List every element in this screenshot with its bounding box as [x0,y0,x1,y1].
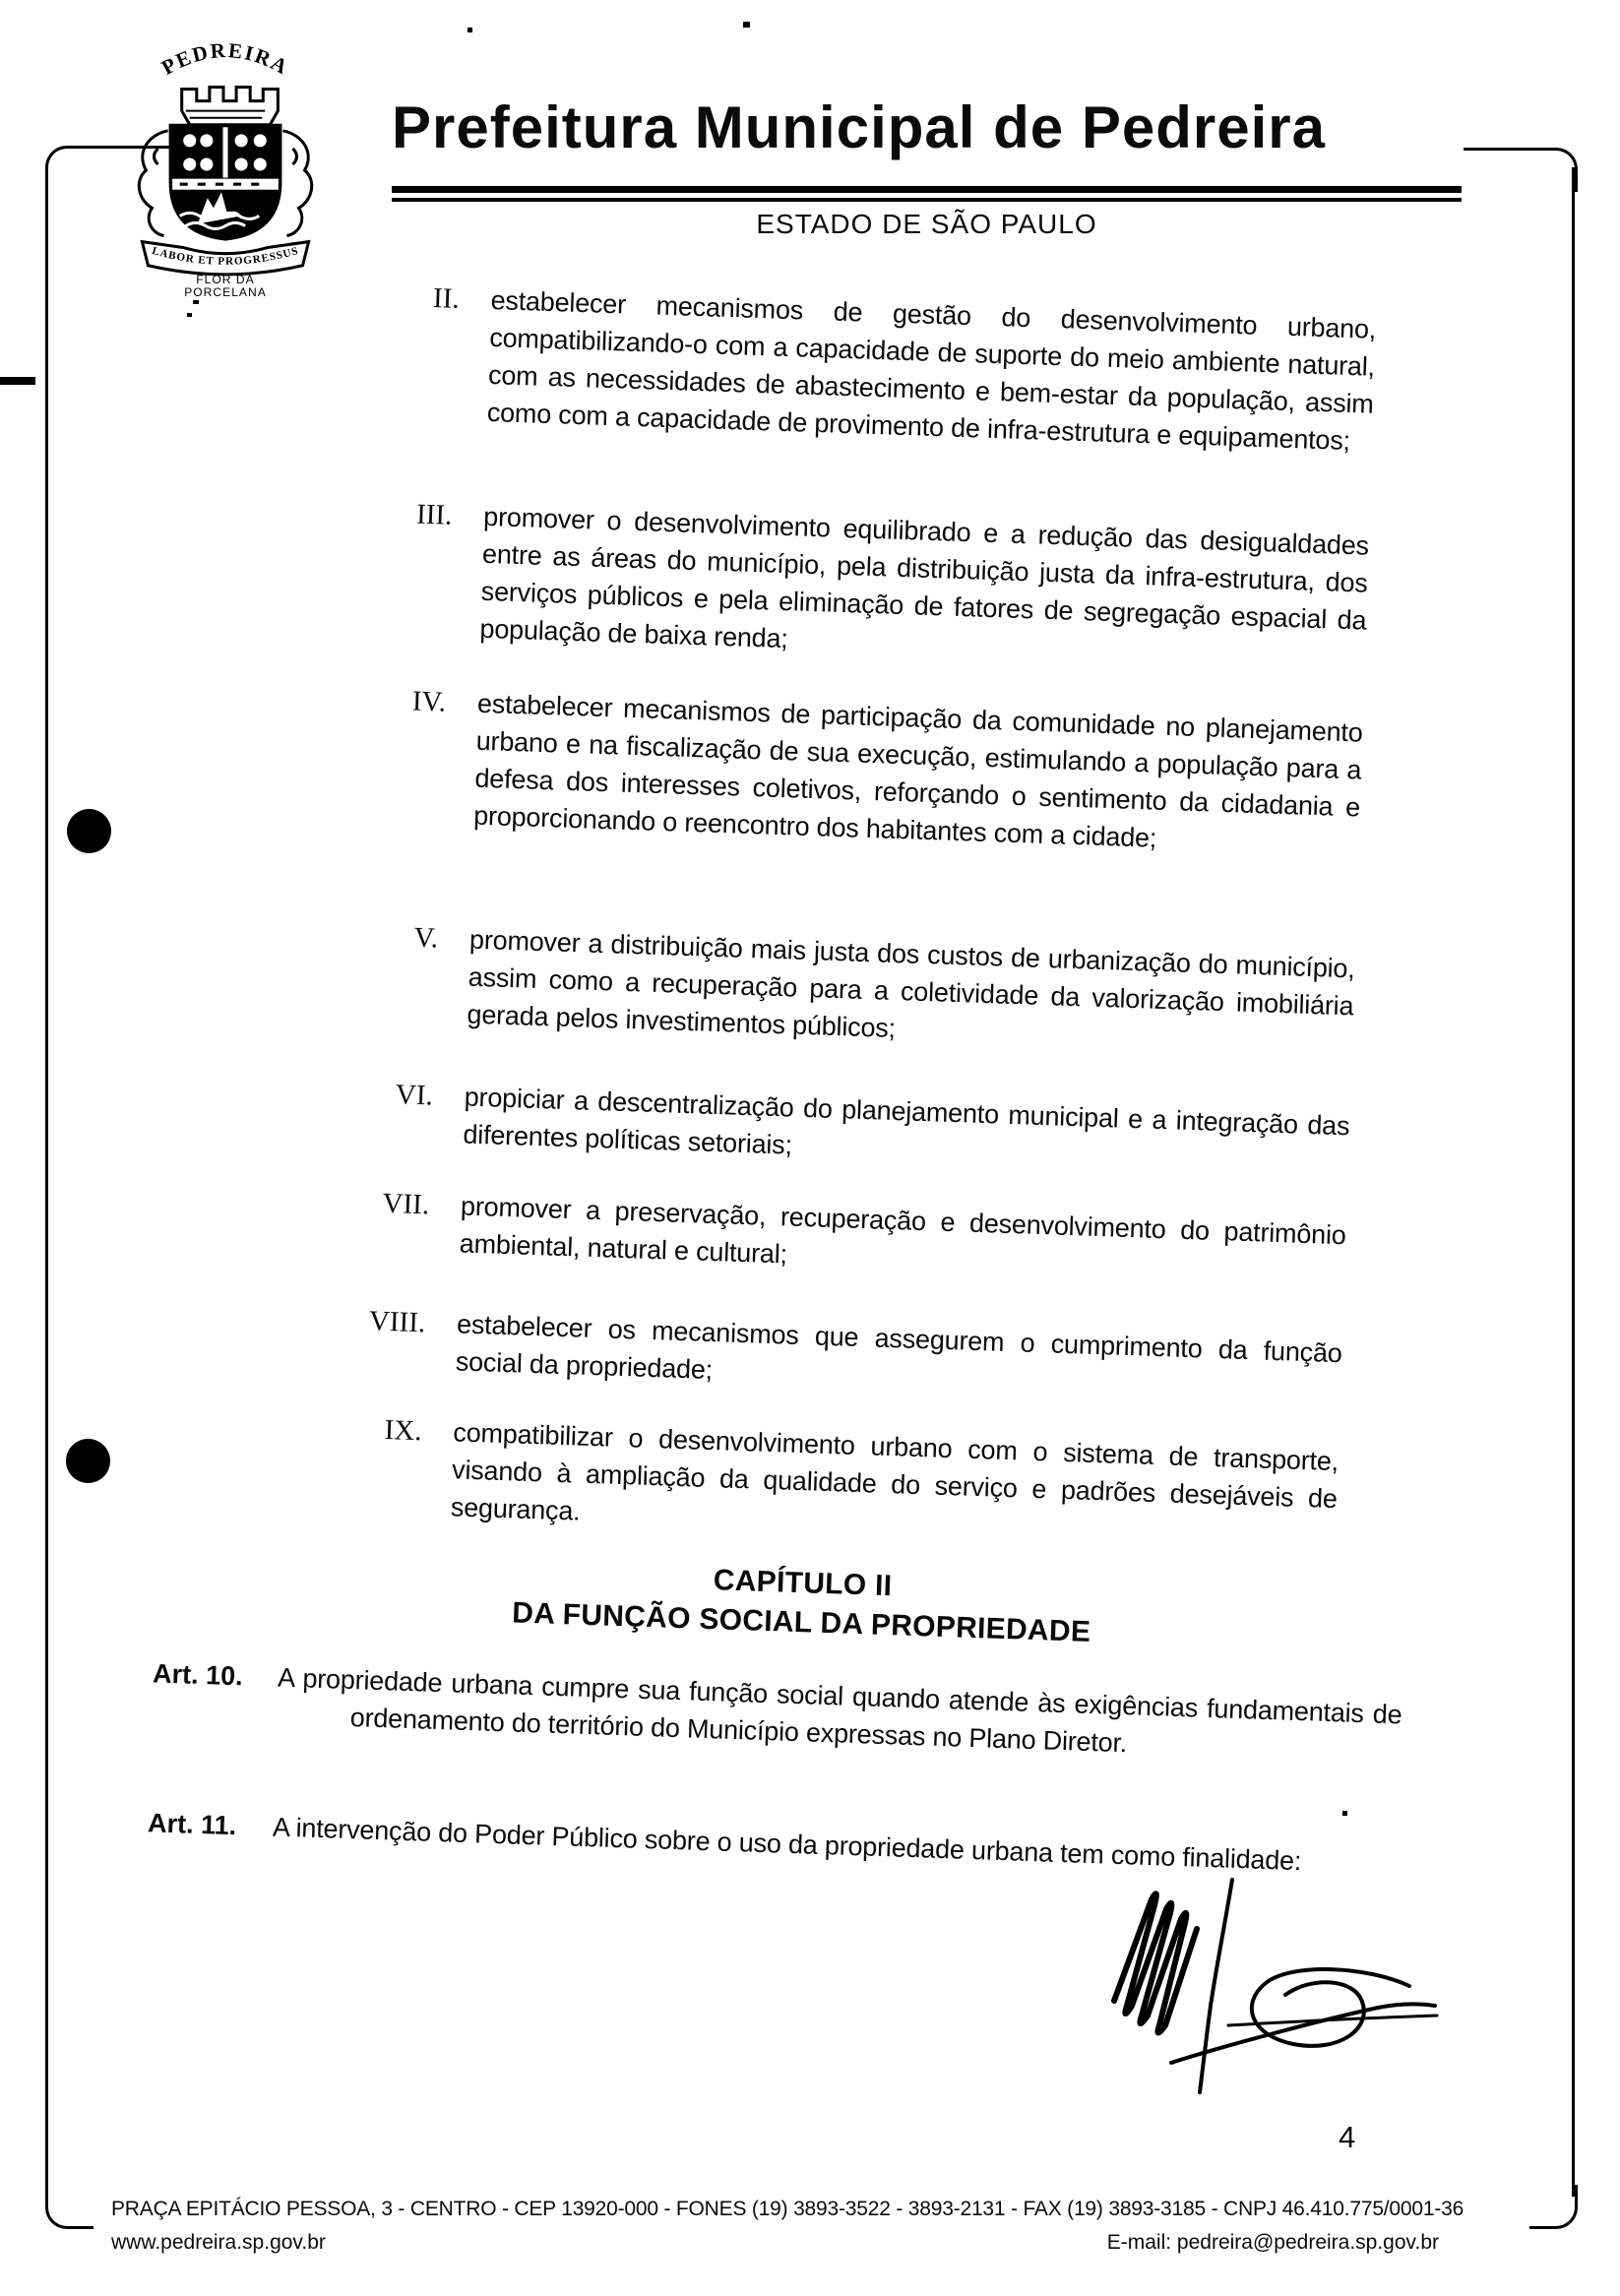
item-numeral: III. [415,498,453,531]
item-numeral: VI. [395,1079,434,1112]
crown-icon [182,87,279,124]
item-text: propiciar a descentralização do planejamento municipal e a integração das diferentes políticas setoriais; [463,1082,1350,1160]
list-item [330,1301,1342,1409]
title-underline-thin [392,198,1462,202]
state-subtitle: ESTADO DE SÃO PAULO [756,209,1097,239]
footer-email: E-mail: pedreira@pedreira.sp.gov.br [1106,2231,1439,2254]
item-text: estabelecer mecanismos de gestão do desenvolvimento urbano, compatibilizando-o com a capacidade de suporte do meio ambiente natural, com as necessidades de abastecimento e bem-estar da população, assim como com a capacidade de provimento de infra-estrutura e equipamentos; [486,284,1377,456]
scan-speck [187,313,192,317]
page-number: 4 [1339,2120,1356,2154]
item-text: promover a preservação, recuperação e desenvolvimento do patrimônio ambiental, natural e cultural; [459,1191,1347,1270]
item-numeral: IV. [411,685,447,718]
list-item [348,681,1363,864]
punch-hole-mark [66,1439,110,1483]
list-item [361,278,1376,461]
item-numeral: VII. [382,1187,430,1221]
scan-dash-mark [0,377,35,385]
item-text: promover a distribuição mais justa dos custos de urbanização do município, assim como a recuperação para a coletividade da valorização imobiliária gerada pelos investimentos públicos; [467,924,1356,1043]
scan-speck [1342,1811,1347,1816]
punch-hole-mark [67,809,111,853]
title-underline-thick [392,186,1462,193]
page-title: Prefeitura Municipal de Pedreira [392,94,1326,160]
item-numeral: IX. [384,1414,423,1448]
logo-caption-line2: PORCELANA [184,284,267,297]
signature-scribble [1073,1858,1447,2104]
page-frame-bottom-left-corner [45,2185,93,2229]
chapter-title: CAPÍTULO II [713,1564,893,1603]
document-body [0,245,1619,1971]
list-item [325,1409,1339,1555]
article-text: A intervenção do Poder Público sobre o uso da propriedade urbana tem como finalidade: [272,1812,1302,1877]
svg-text:PEDREIRA [157,38,293,80]
scan-speck [743,22,750,28]
letterhead [392,94,1462,160]
chapter-heading [270,1546,1335,1660]
item-text: estabelecer os mecanismos que assegurem o cumprimento da função social da propriedade; [455,1309,1343,1386]
footer-website: www.pedreira.sp.gov.br [111,2231,326,2254]
scan-speck [193,300,199,304]
scan-speck [467,28,472,32]
logo-city-name: PEDREIRA [157,37,293,80]
shield-icon [170,125,281,240]
logo-motto: LABOR ET PROGRESSUS [151,244,300,268]
chapter-subtitle: DA FUNÇÃO SOCIAL DA PROPRIEDADE [511,1596,1091,1648]
item-numeral: V. [413,921,439,955]
item-numeral: VIII. [368,1305,426,1339]
page-frame-top-right-corner [1464,148,1578,192]
list-item [342,916,1355,1062]
item-text: promover o desenvolvimento equilibrado e a redução das desigualdades entre as áreas do município, pela distribuição justa da infra-estrutura, dos serviços públicos e pela eliminação de fatores de segregação espacial da população de baixa renda; [479,501,1370,654]
logo-caption-line1: FLOR DA [196,272,255,286]
article-label: Art. 10. [152,1658,244,1692]
item-numeral: II. [432,282,461,315]
item-text: estabelecer mecanismos de participação da comunidade no planejamento urbano e na fiscalização de sua execução, estimulando a população para a defesa dos interesses coletivos, reforçando o sentimento da cidadania e proporcionando o reencontro dos habitantes com a cidade; [472,688,1364,853]
list-item [354,494,1369,677]
article [151,1654,1402,1769]
item-text: compatibilizar o desenvolvimento urbano com o sistema de transporte, visando à ampliação da qualidade do serviço e padrões desejáveis de segurança. [450,1417,1340,1526]
page-frame-bottom-right-corner [1529,2185,1578,2229]
article-text: A propriedade urbana cumpre sua função social quando atende às exigências fundamentais de ordenamento do território do Município expressas no Plano Diretor. [277,1662,1402,1759]
footer-address-line: PRAÇA EPITÁCIO PESSOA, 3 - CENTRO - CEP 13920-000 - FONES (19) 3893-3522 - 3893-2131 - FAX (19) 3893-3185 - CNPJ 46.410.775/0001-36 [111,2198,1464,2220]
list-item [334,1183,1346,1291]
article-label: Art. 11. [147,1808,237,1841]
list-item [338,1074,1350,1182]
